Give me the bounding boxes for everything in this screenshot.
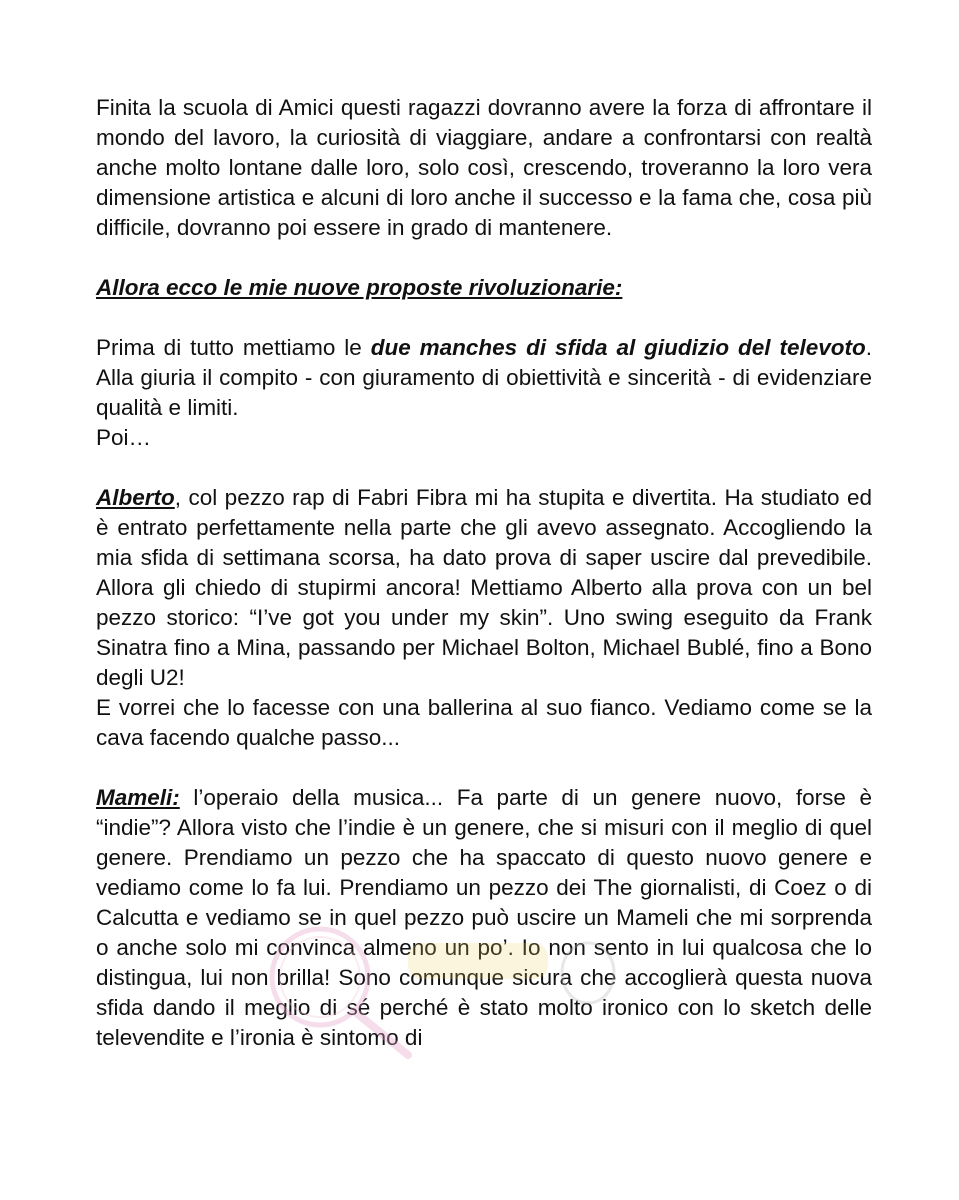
proposal-paragraph (96, 333, 872, 423)
section-heading (96, 273, 872, 303)
proposal-rest: . Alla giuria il compito - con giuramento di obiettività e sincerità - di evidenziare qualità e limiti. (96, 335, 872, 420)
heading-text: Allora ecco le mie nuove proposte rivoluzionarie: (96, 275, 623, 300)
spacer (96, 303, 872, 333)
mameli-text: l’operaio della musica... Fa parte di un genere nuovo, forse è “indie”? Allora visto che l’indie è un genere, che si misuri con il meglio di quel genere. Prendiamo un pezzo che ha spaccato di questo nuovo genere e vediamo come lo fa lui. Prendiamo un pezzo dei The giornalisti, di Coez o di Calcutta e vediamo se in quel pezzo può uscire un Mameli che mi sorprenda o anche solo mi convinca almeno un po’. Io non sento in lui qualcosa che lo distingua, lui non brilla! Sono comunque sicura che accoglierà questa nuova sfida dando il meglio di sé perché è stato molto ironico con lo sketch delle televendite e l’ironia è sintomo di (96, 785, 872, 1050)
spacer (96, 453, 872, 483)
mameli-paragraph (96, 783, 872, 1053)
mameli-name: Mameli: (96, 785, 180, 810)
spacer (96, 243, 872, 273)
then-line: Poi… (96, 425, 152, 450)
alberto-text: , col pezzo rap di Fabri Fibra mi ha stupita e divertita. Ha studiato ed è entrato perfettamente nella parte che gli avevo assegnato. Accogliendo la mia sfida di settimana scorsa, ha dato prova di saper uscire dal prevedibile. Allora gli chiedo di stupirmi ancora! Mettiamo Alberto alla prova con un bel pezzo storico: “I’ve got you under my skin”. Uno swing eseguito da Frank Sinatra fino a Mina, passando per Michael Bolton, Michael Bublé, fino a Bono degli U2! (96, 485, 872, 690)
intro-paragraph: Finita la scuola di Amici questi ragazzi dovranno avere la forza di affrontare il mondo del lavoro, la curiosità di viaggiare, andare a confrontarsi con realtà anche molto lontane dalle loro, solo così, crescendo, troveranno la loro vera dimensione artistica e alcuni di loro anche il successo e la fama che, cosa più difficile, dovranno poi essere in grado di mantenere. (96, 95, 872, 240)
alberto-paragraph-2: E vorrei che lo facesse con una ballerina al suo fianco. Vediamo come se la cava facendo qualche passo... (96, 695, 872, 750)
proposal-bold: due manches di sfida al giudizio del televoto (370, 335, 866, 360)
document-page (96, 93, 872, 1053)
alberto-name: Alberto (96, 485, 175, 510)
alberto-paragraph (96, 483, 872, 693)
proposal-lead: Prima di tutto mettiamo le (96, 335, 371, 360)
spacer (96, 753, 872, 783)
